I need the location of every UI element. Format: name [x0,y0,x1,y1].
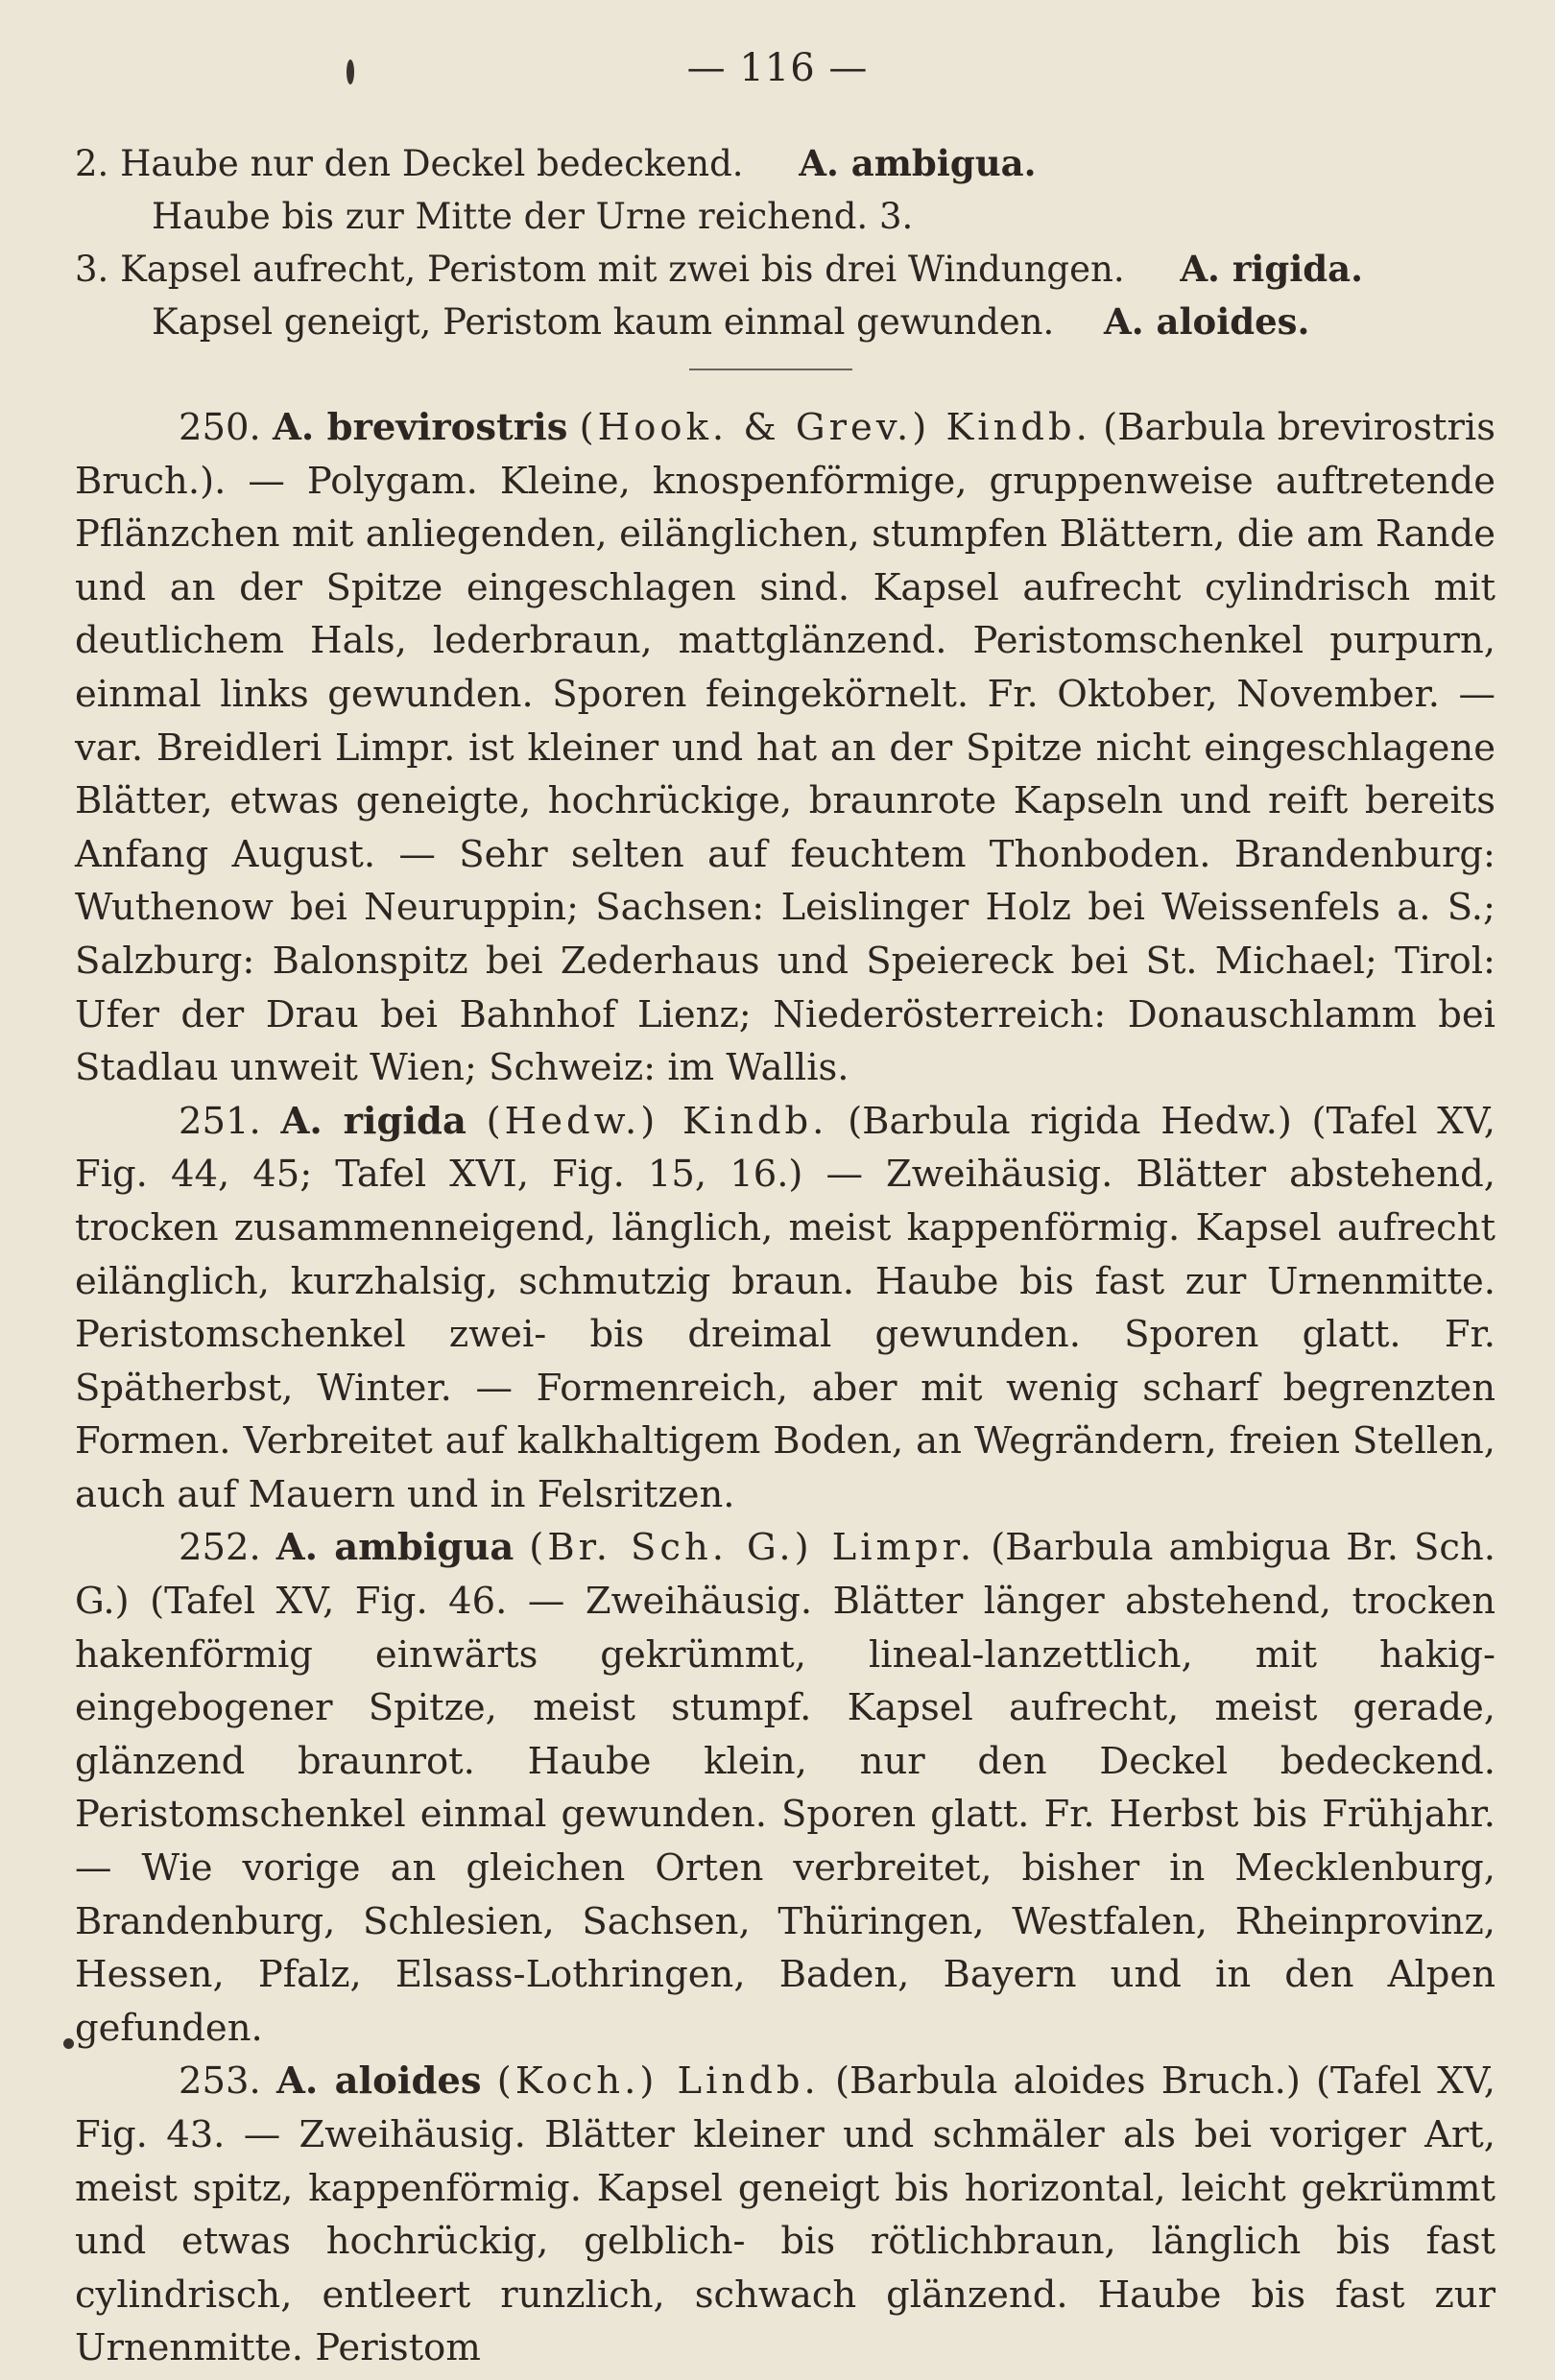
species-authority: (Hedw.) Kindb. [486,1099,828,1143]
entry-text: (Barbula rigida Hedw.) (Tafel XV, Fig. 44, 45; Tafel XVI, Fig. 15, 16.) — Zweihäusig. Blätter abstehend, trocken zusammenneigend, länglich, meist kappenförmig. Kapsel aufrecht eilänglich, kurzhalsig, schmutzig braun. Haube bis fast zur Urnenmitte. Peristomschenkel zwei- bis dreimal gewunden. Sporen glatt. Fr. Spätherbst, Winter. — Formenreich, aber mit wenig scharf begrenzten Formen. Verbreitet auf kalkhaltigem Boden, an Wegrändern, freien Stellen, auch auf Mauern und in Felsritzen. [75,1099,1495,1516]
key-line [75,243,1495,296]
species-name: A. aloides [275,2059,482,2104]
species-entry [75,1521,1495,2055]
key-number: 3. [75,249,109,290]
key-taxon: A. aloides. [1104,300,1310,343]
key-line [75,137,1495,190]
species-name: A. brevirostris [272,406,568,449]
key-line [75,190,1495,243]
entry-number: 251. [179,1099,261,1143]
key-text: Haube nur den Deckel bedeckend. [120,143,744,184]
species-authority: (Koch.) Lindb. [496,2059,820,2104]
species-entry [75,2055,1495,2375]
key-text: Haube bis zur Mitte der Urne reichend. 3. [152,196,914,237]
key-text: Kapsel geneigt, Peristom kaum einmal gewunden. [152,301,1055,343]
entry-number: 252. [179,1526,261,1570]
species-authority: (Hook. & Grev.) Kindb. [579,406,1091,449]
species-name: A. rigida [280,1099,466,1143]
species-name: A. ambigua [275,1526,514,1570]
key-taxon: A. ambigua. [799,142,1037,184]
entry-number: 250. [179,406,261,449]
species-list [75,401,1495,2375]
entry-number: 253. [179,2059,261,2104]
page-number: — 116 — [686,46,869,90]
entry-text: (Barbula brevirostris Bruch.). — Polygam. Kleine, knospenförmige, gruppenweise auftretende Pflänzchen mit anliegenden, eilänglichen, stumpfen Blättern, die am Rande und an der Spitze eingeschlagen sind. Kapsel aufrecht cylindrisch mit deutlichem Hals, lederbraun, mattglänzend. Peristomschenkel purpurn, einmal links gewunden. Sporen feingekörnelt. Fr. Oktober, November. — var. Breidleri Limpr. ist kleiner und hat an der Spitze nicht eingeschlagene Blätter, etwas geneigte, hochrückige, braunrote Kapseln und reift bereits Anfang August. — Sehr selten auf feuchtem Thonboden. Brandenburg: Wuthenow bei Neuruppin; Sachsen: Leislinger Holz bei Weissenfels a. S.; Salzburg: Balonspitz bei Zederhaus und Speiereck bei St. Michael; Tirol: Ufer der Drau bei Bahnhof Lienz; Niederösterreich: Donauschlamm bei Stadlau unweit Wien; Schweiz: im Wallis. [75,406,1495,1090]
species-entry [75,1095,1495,1522]
species-authority: (Br. Sch. G.) Limpr. [529,1526,976,1570]
section-divider [689,369,852,370]
key-taxon: A. rigida. [1180,248,1364,290]
ink-spot [63,2038,74,2049]
key-text: Kapsel aufrecht, Peristom mit zwei bis drei Windungen. [120,249,1125,290]
entry-text: (Barbula aloides Bruch.) (Tafel XV, Fig. 43. — Zweihäusig. Blätter kleiner und schmäler als bei voriger Art, meist spitz, kappenförmig. Kapsel geneigt bis horizontal, leicht gekrümmt und etwas hochrückig, gelblich- bis rötlichbraun, länglich bis fast cylindrisch, entleert runzlich, schwach glänzend. Haube bis fast zur Urnenmitte. Peristom [75,2059,1495,2370]
species-entry [75,401,1495,1095]
key-line [75,296,1495,348]
entry-text: (Barbula ambigua Br. Sch. G.) (Tafel XV, Fig. 46. — Zweihäusig. Blätter länger abstehend, trocken hakenförmig einwärts gekrümmt, lineal-lanzettlich, mit hakig-eingebogener Spitze, meist stumpf. Kapsel aufrecht, meist gerade, glänzend braunrot. Haube klein, nur den Deckel bedeckend. Peristomschenkel einmal gewunden. Sporen glatt. Fr. Herbst bis Frühjahr. — Wie vorige an gleichen Orten verbreitet, bisher in Mecklenburg, Brandenburg, Schlesien, Sachsen, Thüringen, Westfalen, Rheinprovinz, Hessen, Pfalz, Elsass-Lothringen, Baden, Bayern und in den Alpen gefunden. [75,1526,1495,2050]
key-number: 2. [75,143,109,184]
